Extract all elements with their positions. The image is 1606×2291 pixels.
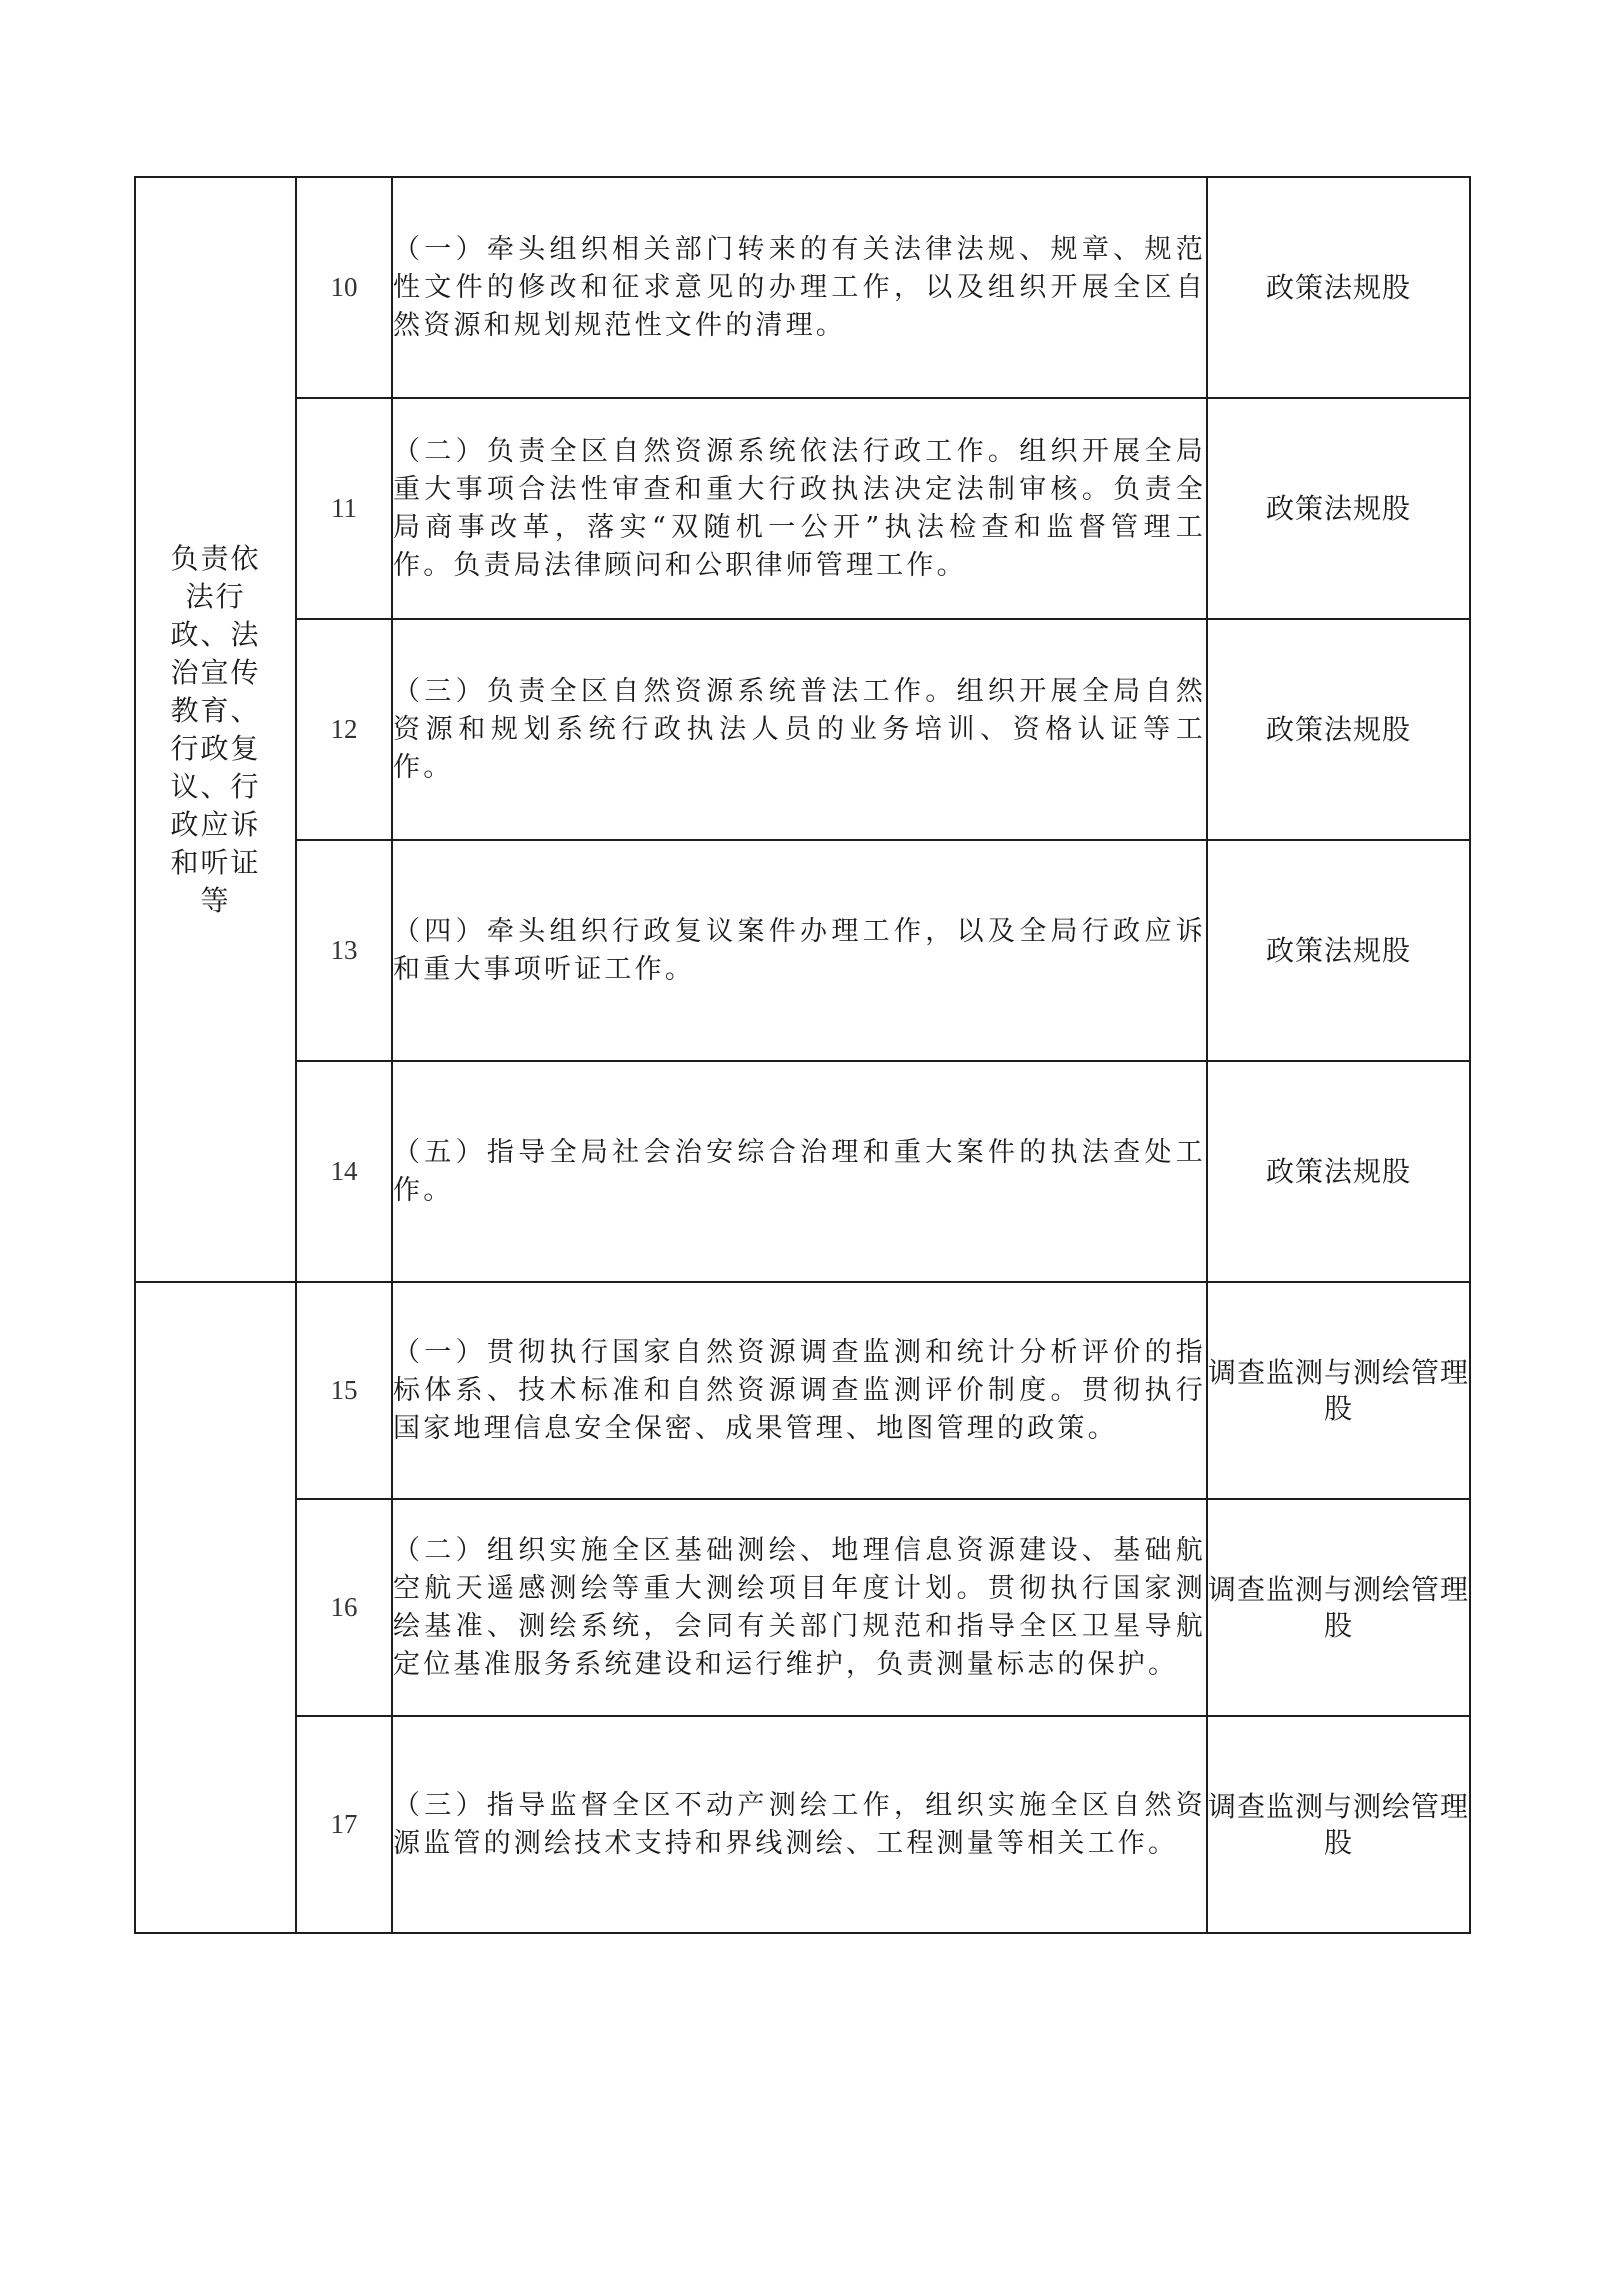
duty-content-text: （五）指导全局社会治安综合治理和重大案件的执法查处工作。 bbox=[393, 1136, 1206, 1206]
duty-content-text: （三）负责全区自然资源系统普法工作。组织开展全局自然资源和规划系统行政执法人员的业务培训、资格认证等工作。 bbox=[393, 675, 1206, 783]
duty-content bbox=[392, 1282, 1207, 1499]
duty-content-text: （一）牵头组织相关部门转来的有关法律法规、规章、规范性文件的修改和征求意见的办理工作，以及组织开展全区自然资源和规划规范性文件的清理。 bbox=[393, 233, 1206, 341]
duty-content-text: （二）组织实施全区基础测绘、地理信息资源建设、基础航空航天遥感测绘等重大测绘项目年度计划。贯彻执行国家测绘基准、测绘系统，会同有关部门规范和指导全区卫星导航定位基准服务系统建设和运行维护，负责测量标志的保护。 bbox=[393, 1534, 1206, 1680]
category-text: 负责依法行政、法治宣传教育、行政复议、行政应诉和听证等 bbox=[170, 541, 261, 917]
duty-content bbox=[392, 840, 1207, 1061]
row-number: 12 bbox=[296, 619, 392, 840]
table-row bbox=[135, 1061, 1470, 1282]
duty-content bbox=[392, 398, 1207, 619]
duty-content bbox=[392, 1499, 1207, 1716]
duty-table bbox=[134, 176, 1471, 1934]
row-number: 17 bbox=[296, 1716, 392, 1933]
department-cell: 调查监测与测绘管理股 bbox=[1207, 1716, 1470, 1933]
table-row bbox=[135, 840, 1470, 1061]
duty-content bbox=[392, 1716, 1207, 1933]
table-row bbox=[135, 1499, 1470, 1716]
duty-content bbox=[392, 619, 1207, 840]
duty-content-text: （一）贯彻执行国家自然资源调查监测和统计分析评价的指标体系、技术标准和自然资源调查监测评价制度。贯彻执行国家地理信息安全保密、成果管理、地图管理的政策。 bbox=[393, 1336, 1206, 1444]
duty-content-text: （三）指导监督全区不动产测绘工作，组织实施全区自然资源监管的测绘技术支持和界线测绘、工程测量等相关工作。 bbox=[393, 1789, 1206, 1859]
department-cell: 政策法规股 bbox=[1207, 398, 1470, 619]
table-row bbox=[135, 1716, 1470, 1933]
row-number: 10 bbox=[296, 177, 392, 398]
department-cell: 政策法规股 bbox=[1207, 619, 1470, 840]
duty-content bbox=[392, 1061, 1207, 1282]
row-number: 15 bbox=[296, 1282, 392, 1499]
department-cell: 政策法规股 bbox=[1207, 177, 1470, 398]
category-cell bbox=[135, 1282, 296, 1933]
row-number: 16 bbox=[296, 1499, 392, 1716]
table-row bbox=[135, 398, 1470, 619]
duty-content bbox=[392, 177, 1207, 398]
table-row bbox=[135, 177, 1470, 398]
duty-content-text: （四）牵头组织行政复议案件办理工作，以及全局行政应诉和重大事项听证工作。 bbox=[393, 915, 1206, 985]
category-cell bbox=[135, 177, 296, 1282]
row-number: 13 bbox=[296, 840, 392, 1061]
row-number: 11 bbox=[296, 398, 392, 619]
department-cell: 政策法规股 bbox=[1207, 840, 1470, 1061]
department-cell: 调查监测与测绘管理股 bbox=[1207, 1499, 1470, 1716]
department-cell: 调查监测与测绘管理股 bbox=[1207, 1282, 1470, 1499]
department-cell: 政策法规股 bbox=[1207, 1061, 1470, 1282]
table-row bbox=[135, 1282, 1470, 1499]
table-row bbox=[135, 619, 1470, 840]
row-number: 14 bbox=[296, 1061, 392, 1282]
duty-content-text: （二）负责全区自然资源系统依法行政工作。组织开展全局重大事项合法性审查和重大行政执法决定法制审核。负责全局商事改革，落实“双随机一公开”执法检查和监督管理工作。负责局法律顾问和公职律师管理工作。 bbox=[393, 435, 1206, 581]
